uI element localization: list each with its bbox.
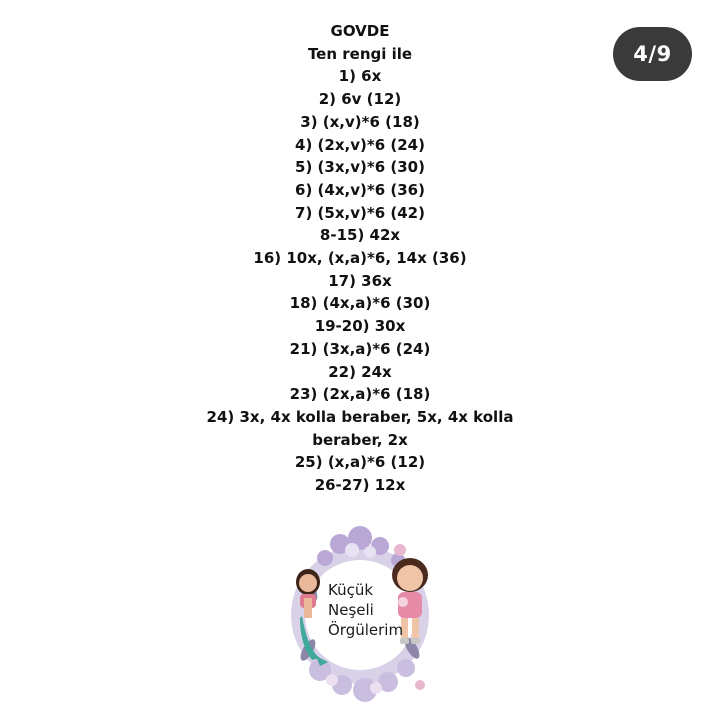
pattern-row: 23) (2x,a)*6 (18) xyxy=(289,385,431,404)
pattern-row: 24) 3x, 4x kolla beraber, 5x, 4x kolla xyxy=(206,407,514,426)
pattern-subtitle: Ten rengi ile xyxy=(307,44,413,63)
pattern-row: 4) (2x,v)*6 (24) xyxy=(295,135,425,154)
pattern-row: 16) 10x, (x,a)*6, 14x (36) xyxy=(253,249,467,268)
logo-text xyxy=(328,580,408,640)
pattern-row: 5) (3x,v)*6 (30) xyxy=(295,158,425,177)
pattern-row: beraber, 2x xyxy=(312,430,408,449)
pattern-row: 25) (x,a)*6 (12) xyxy=(294,453,426,472)
pattern-row: 2) 6v (12) xyxy=(318,90,402,109)
pattern-row: 19-20) 30x xyxy=(314,317,406,336)
logo-line-1: Küçük xyxy=(328,581,374,599)
pattern-row: 21) (3x,a)*6 (24) xyxy=(289,339,431,358)
logo-line-3: Örgülerim xyxy=(328,621,404,639)
pattern-row: 18) (4x,a)*6 (30) xyxy=(289,294,431,313)
pattern-row: 1) 6x xyxy=(338,67,382,86)
logo-line-2: Neşeli xyxy=(328,601,374,619)
pattern-text xyxy=(0,20,720,497)
pattern-row: 26-27) 12x xyxy=(314,476,406,495)
brand-logo xyxy=(280,520,440,710)
pattern-row: 8-15) 42x xyxy=(319,226,401,245)
pattern-row: 6) (4x,v)*6 (36) xyxy=(295,180,425,199)
pattern-row: 3) (x,v)*6 (18) xyxy=(300,112,420,131)
pattern-row: 22) 24x xyxy=(328,362,392,381)
image-counter-badge: 4/9 xyxy=(613,27,692,81)
pattern-row: 7) (5x,v)*6 (42) xyxy=(295,203,425,222)
pattern-title: GOVDE xyxy=(330,22,390,40)
pattern-row: 17) 36x xyxy=(328,271,392,290)
